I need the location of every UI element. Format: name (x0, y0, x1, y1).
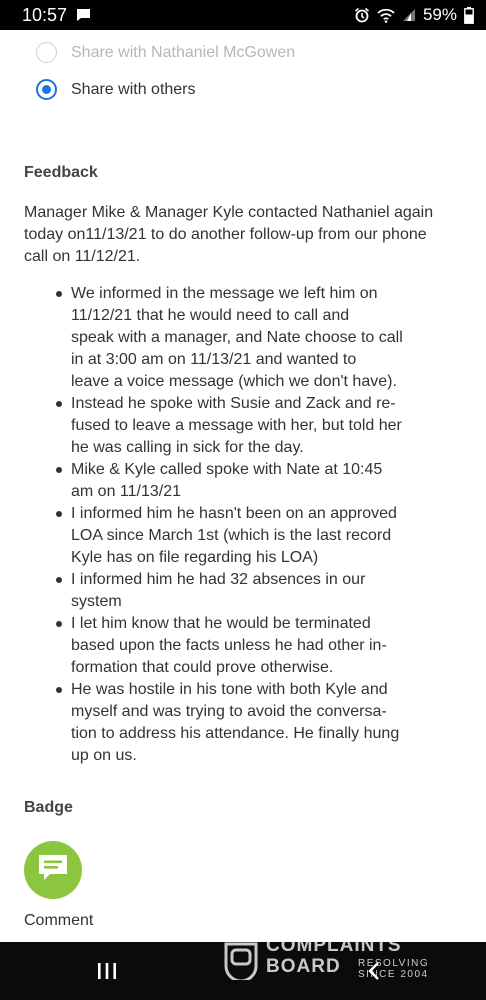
bullet-line: 11/12/21 that he would need to call and (71, 307, 350, 324)
bullet-line: I let him know that he would be terminated (71, 615, 371, 632)
feedback-bullet (56, 393, 416, 459)
comment-icon (37, 853, 69, 888)
feedback-bullet (56, 459, 416, 503)
bullet-line: speak with a manager, and Nate choose to call (71, 329, 403, 346)
bullet-line: He was hostile in his tone with both Kyle and (71, 681, 388, 698)
share-option-nathaniel[interactable] (36, 42, 295, 63)
watermark-line1: COMPLAINTS (266, 935, 402, 956)
feedback-bullet-list (56, 283, 416, 767)
badge-heading: Badge (24, 799, 73, 816)
bullet-line: am on 11/13/21 (71, 483, 182, 500)
bullet-line: LOA since March 1st (which is the last record (71, 527, 392, 544)
complaints-board-watermark (222, 936, 452, 984)
watermark-tag1: RESOLVING (358, 958, 430, 969)
bullet-line: system (71, 593, 122, 610)
share-option-others[interactable] (36, 79, 196, 100)
feedback-bullet (56, 569, 416, 613)
bullet-line: tion to address his attendance. He finally hung (71, 725, 400, 742)
signal-icon (402, 8, 416, 22)
content-area (0, 30, 486, 942)
radio-checked[interactable] (36, 79, 57, 100)
bullet-line: he was calling in sick for the day. (71, 439, 304, 456)
battery-icon (464, 7, 474, 24)
watermark-tag2: SINCE 2004 (358, 969, 429, 980)
feedback-bullet (56, 283, 416, 393)
bullet-line: I informed him he hasn't been on an approved (71, 505, 397, 522)
badge-caption: Comment (24, 912, 94, 929)
bullet-line: myself and was trying to avoid the conversa- (71, 703, 387, 720)
bullet-line: formation that could prove otherwise. (71, 659, 334, 676)
bullet-line: leave a voice message (which we don't have). (71, 373, 397, 390)
feedback-bullet (56, 613, 416, 679)
feedback-intro-line: call on 11/12/21. (24, 248, 141, 265)
radio-unchecked[interactable] (36, 42, 57, 63)
recents-icon[interactable] (96, 961, 118, 986)
status-right (354, 5, 474, 25)
alarm-icon (354, 7, 370, 23)
status-left (22, 5, 91, 26)
bullet-line: Kyle has on file regarding his LOA) (71, 549, 319, 566)
watermark-line2: BOARD (266, 956, 341, 977)
chat-icon (75, 7, 91, 23)
bullet-line: fused to leave a message with her, but told her (71, 417, 402, 434)
battery-percent: 59% (422, 5, 457, 24)
status-time: 10:57 (22, 4, 68, 25)
feedback-intro (24, 202, 464, 268)
status-bar (0, 0, 486, 30)
wifi-icon (377, 8, 395, 23)
watermark-tagline (358, 958, 448, 980)
bullet-line: Instead he spoke with Susie and Zack and re- (71, 395, 396, 412)
feedback-intro-line: today on11/13/21 to do another follow-up from our phone (24, 226, 427, 243)
feedback-bullet (56, 503, 416, 569)
complaints-board-logo-icon (222, 940, 260, 985)
bullet-line: in at 3:00 am on 11/13/21 and wanted to (71, 351, 357, 368)
bullet-line: I informed him he had 32 absences in our (71, 571, 366, 588)
bullet-line: We informed in the message we left him on (71, 285, 378, 302)
feedback-intro-line: Manager Mike & Manager Kyle contacted Nathaniel again (24, 204, 434, 221)
feedback-bullet (56, 679, 416, 767)
share-option-label: Share with others (71, 80, 196, 98)
comment-badge (24, 841, 82, 899)
feedback-heading: Feedback (24, 164, 98, 181)
bullet-line: up on us. (71, 747, 137, 764)
bullet-line: Mike & Kyle called spoke with Nate at 10:45 (71, 461, 383, 478)
bullet-line: based upon the facts unless he had other in- (71, 637, 387, 654)
share-option-label: Share with Nathaniel McGowen (71, 43, 296, 61)
